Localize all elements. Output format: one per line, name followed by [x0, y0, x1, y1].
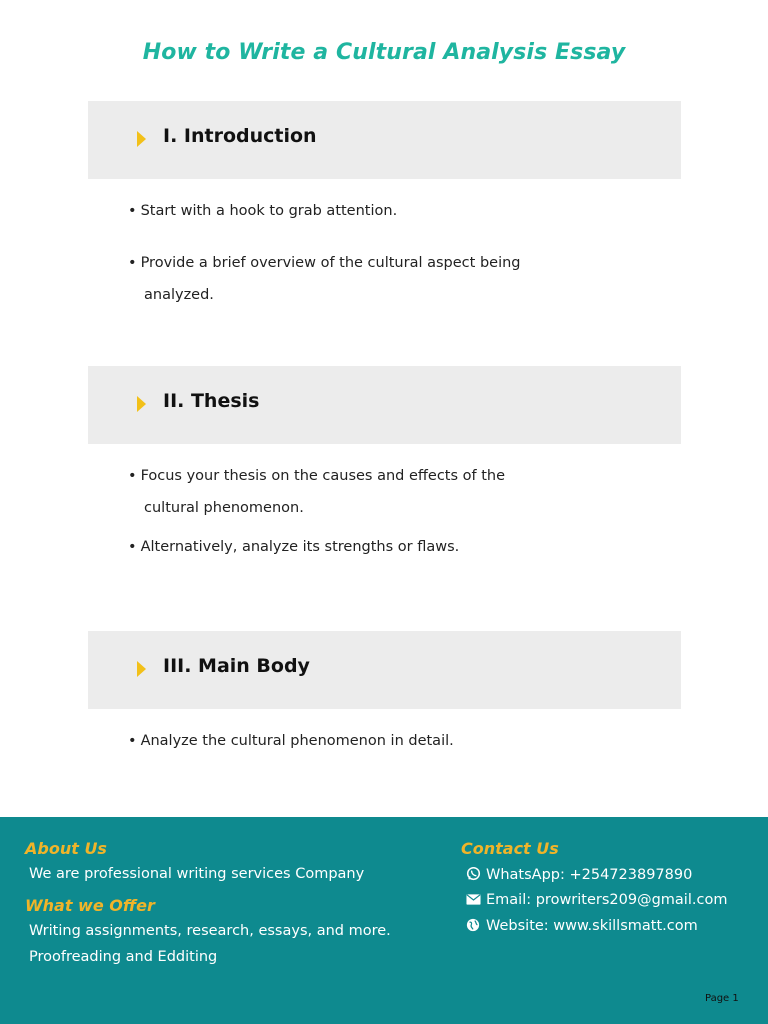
offer-heading: What we Offer: [25, 896, 155, 915]
page-number: Page 1: [705, 993, 739, 1004]
whatsapp-text[interactable]: WhatsApp: +254723897890: [486, 867, 693, 883]
bullet-text: Focus your thesis on the causes and effects of the: [140, 468, 506, 484]
bullet-text: Start with a hook to grab attention.: [140, 203, 398, 219]
globe-icon: [466, 918, 482, 936]
offer-text-1: Writing assignments, research, essays, and more.: [29, 923, 391, 939]
bullet-text-continued: analyzed.: [144, 287, 214, 303]
list-item: [128, 195, 548, 227]
contact-website: [466, 918, 698, 936]
bullet-text: Analyze the cultural phenomenon in detail.: [140, 733, 454, 749]
caret-right-icon: [137, 131, 146, 147]
bullet-text: Provide a brief overview of the cultural aspect being: [140, 255, 521, 271]
bullet-dot: •: [128, 203, 137, 219]
page-title: How to Write a Cultural Analysis Essay: [142, 40, 626, 65]
email-text[interactable]: Email: prowriters209@gmail.com: [486, 892, 728, 908]
caret-right-icon: [137, 661, 146, 677]
section-header-introduction: [88, 101, 681, 179]
bullet-text-continued: cultural phenomenon.: [144, 500, 304, 516]
section-title: II. Thesis: [163, 390, 260, 412]
bullet-dot: •: [128, 255, 137, 271]
whatsapp-icon: [466, 866, 482, 885]
list-item: [128, 460, 548, 524]
envelope-icon: [466, 893, 482, 910]
section-title: III. Main Body: [163, 655, 310, 677]
bullet-dot: •: [128, 539, 137, 555]
section-header-main-body: [88, 631, 681, 709]
contact-email: [466, 892, 727, 910]
about-heading: About Us: [25, 839, 107, 858]
bullet-dot: •: [128, 733, 137, 749]
bullet-dot: •: [128, 468, 137, 484]
section-title: I. Introduction: [163, 125, 317, 147]
offer-text-2: Proofreading and Edditing: [29, 949, 218, 965]
contact-heading: Contact Us: [461, 839, 559, 858]
section-header-thesis: [88, 366, 681, 444]
website-text[interactable]: Website: www.skillsmatt.com: [486, 918, 698, 934]
bullet-text: Alternatively, analyze its strengths or flaws.: [140, 539, 460, 555]
list-item: [128, 531, 548, 563]
about-text: We are professional writing services Company: [29, 866, 365, 882]
list-item: [128, 725, 548, 757]
footer: [0, 817, 768, 1024]
caret-right-icon: [137, 396, 146, 412]
contact-whatsapp: [466, 866, 692, 885]
list-item: [128, 247, 548, 311]
